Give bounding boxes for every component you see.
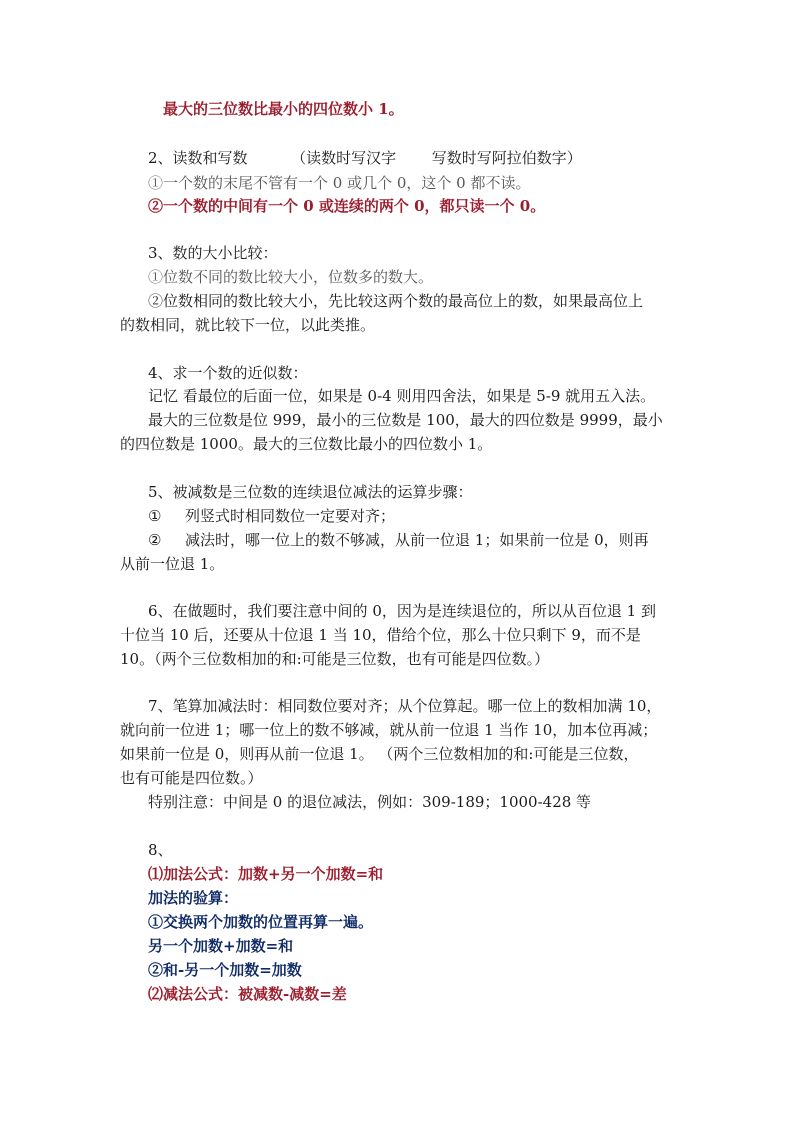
section-3-heading: 3、数的大小比较： <box>148 244 278 262</box>
section-5-step-2-cont: 从前一位退 1。 <box>120 555 225 573</box>
step-1-text: 列竖式时相同数位一定要对齐； <box>185 507 396 525</box>
section-2-heading-line <box>148 148 582 168</box>
section-4-heading: 4、求一个数的近似数： <box>148 364 308 382</box>
section-2-heading: 2、读数和写数 <box>148 149 248 167</box>
section-7-line-2: 就向前一位进 1；哪一位上的数不够减，就从前一位退 1 当作 10，加本位再减； <box>120 721 658 739</box>
section-7-special-note: 特别注意：中间是 0 的退位减法，例如：309-189；1000-428 等 <box>148 793 592 811</box>
section-6-line-3: 10。（两个三位数相加的和:可能是三位数，也有可能是四位数。） <box>120 650 550 668</box>
addition-check-title: 加法的验算： <box>148 889 239 907</box>
addition-formula: ⑴加法公式：加数+另一个加数=和 <box>148 865 384 883</box>
step-1-marker: ① <box>148 507 162 525</box>
step-2-marker: ② <box>148 531 162 549</box>
section-3-rule-1: ①位数不同的数比较大小，位数多的数大。 <box>148 268 434 286</box>
section-4-fact-a: 最大的三位数是位 999，最小的三位数是 100，最大的四位数是 9999，最小 <box>148 411 663 429</box>
section-5-step-1 <box>148 506 395 526</box>
section-6-line-2: 十位当 10 后，还要从十位退 1 当 10，借给个位，那么十位只剩下 9，而不是 <box>120 626 641 644</box>
section-7-line-4: 也有可能是四位数。） <box>120 769 263 787</box>
section-2-rule-2: ②一个数的中间有一个 0 或连续的两个 0，都只读一个 0。 <box>148 197 546 215</box>
section-2-note-a: （读数时写汉字 <box>291 149 397 167</box>
section-2-note-b: 写数时写阿拉伯数字） <box>431 149 582 167</box>
section-5-step-2 <box>148 530 649 550</box>
section-5-heading: 5、被减数是三位数的连续退位减法的运算步骤： <box>148 483 473 501</box>
section-6-line-1: 6、在做题时，我们要注意中间的 0，因为是连续退位的，所以从百位退 1 到 <box>148 602 656 620</box>
section-3-rule-2b: 的数相同，就比较下一位，以此类推。 <box>120 316 376 334</box>
top-line: 最大的三位数比最小的四位数小 1。 <box>163 100 404 118</box>
step-2-text: 减法时，哪一位上的数不够减，从前一位退 1；如果前一位是 0，则再 <box>185 531 649 549</box>
section-8-heading: 8、 <box>148 841 173 859</box>
section-7-line-1: 7、笔算加减法时：相同数位要对齐；从个位算起。哪一位上的数相加满 10， <box>148 697 662 715</box>
section-3-rule-2a: ②位数相同的数比较大小，先比较这两个数的最高位上的数，如果最高位上 <box>148 292 644 310</box>
section-4-fact-b: 的四位数是 1000。最大的三位数比最小的四位数小 1。 <box>120 435 493 453</box>
section-4-memo: 记忆 看最位的后面一位，如果是 0-4 则用四舍法，如果是 5-9 就用五入法。 <box>148 387 656 405</box>
section-7-line-3: 如果前一位是 0，则再从前一位退 1。 （两个三位数相加的和:可能是三位数， <box>120 745 639 763</box>
addition-check-1-formula: 另一个加数+加数=和 <box>148 937 294 955</box>
section-2-rule-1: ①一个数的末尾不管有一个 0 或几个 0，这个 0 都不读。 <box>148 174 531 192</box>
subtraction-formula: ⑵减法公式：被减数-减数=差 <box>148 985 347 1003</box>
addition-check-2: ②和-另一个加数=加数 <box>148 961 302 979</box>
addition-check-1: ①交换两个加数的位置再算一遍。 <box>148 913 374 931</box>
